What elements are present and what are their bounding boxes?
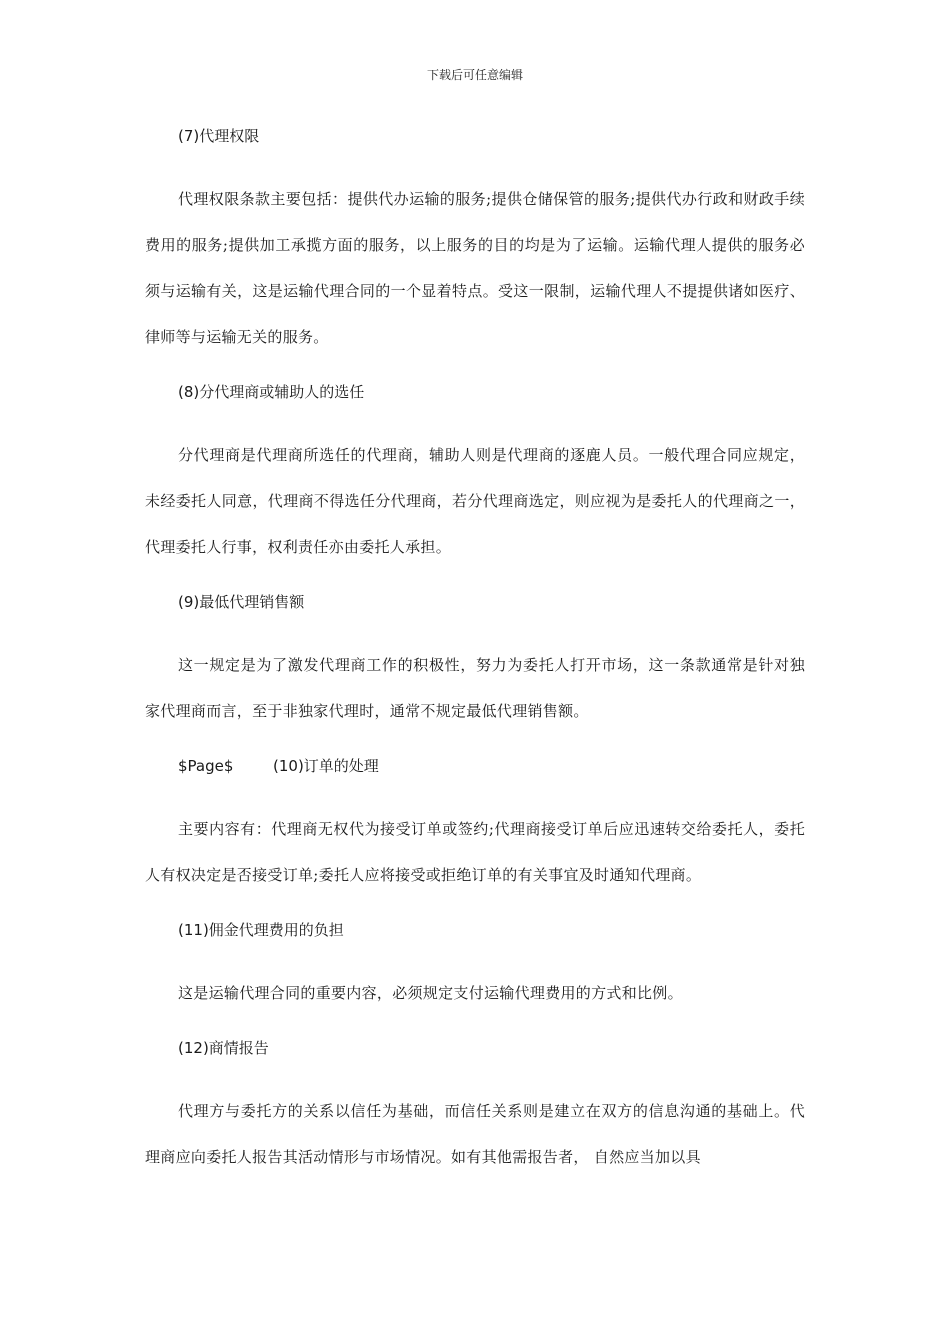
section-heading-8: (8)分代理商或辅助人的选任 (178, 383, 365, 401)
section-heading-12: (12)商情报告 (178, 1039, 269, 1057)
section-heading-11: (11)佣金代理费用的负担 (178, 921, 344, 939)
section-body-7: 代理权限条款主要包括：提供代办运输的服务;提供仓储保管的服务;提供代办行政和财政手续费用的服务;提供加工承揽方面的服务，以上服务的目的均是为了运输。运输代理人提供的服务必须与运输有关，这是运输代理合同的一个显着特点。受这一限制，运输代理人不提提供诸如医疗、律师等与运输无关的服务。 (145, 190, 805, 346)
document-body (145, 124, 805, 1180)
page-marker: $Page$ (178, 757, 234, 775)
section-body-8: 分代理商是代理商所选任的代理商，辅助人则是代理商的逐鹿人员。一般代理合同应规定，未经委托人同意，代理商不得选任分代理商，若分代理商选定，则应视为是委托人的代理商之一，代理委托人行事，权利责任亦由委托人承担。 (145, 446, 805, 556)
section-heading-10-line (145, 754, 805, 778)
section-body-9: 这一规定是为了激发代理商工作的积极性，努力为委托人打开市场，这一条款通常是针对独家代理商而言，至于非独家代理时，通常不规定最低代理销售额。 (145, 656, 805, 720)
section-heading-10: (10)订单的处理 (273, 757, 379, 775)
section-body-11: 这是运输代理合同的重要内容，必须规定支付运输代理费用的方式和比例。 (178, 984, 683, 1002)
section-heading-7: (7)代理权限 (178, 127, 260, 145)
section-body-12: 代理方与委托方的关系以信任为基础，而信任关系则是建立在双方的信息沟通的基础上。代理商应向委托人报告其活动情形与市场情况。如有其他需报告者， 自然应当加以具 (145, 1102, 805, 1166)
section-heading-9: (9)最低代理销售额 (178, 593, 305, 611)
header-note: 下载后可任意编辑 (426, 68, 523, 82)
section-body-10: 主要内容有：代理商无权代为接受订单或签约;代理商接受订单后应迅速转交给委托人，委托人有权决定是否接受订单;委托人应将接受或拒绝订单的有关事宜及时通知代理商。 (145, 820, 805, 884)
